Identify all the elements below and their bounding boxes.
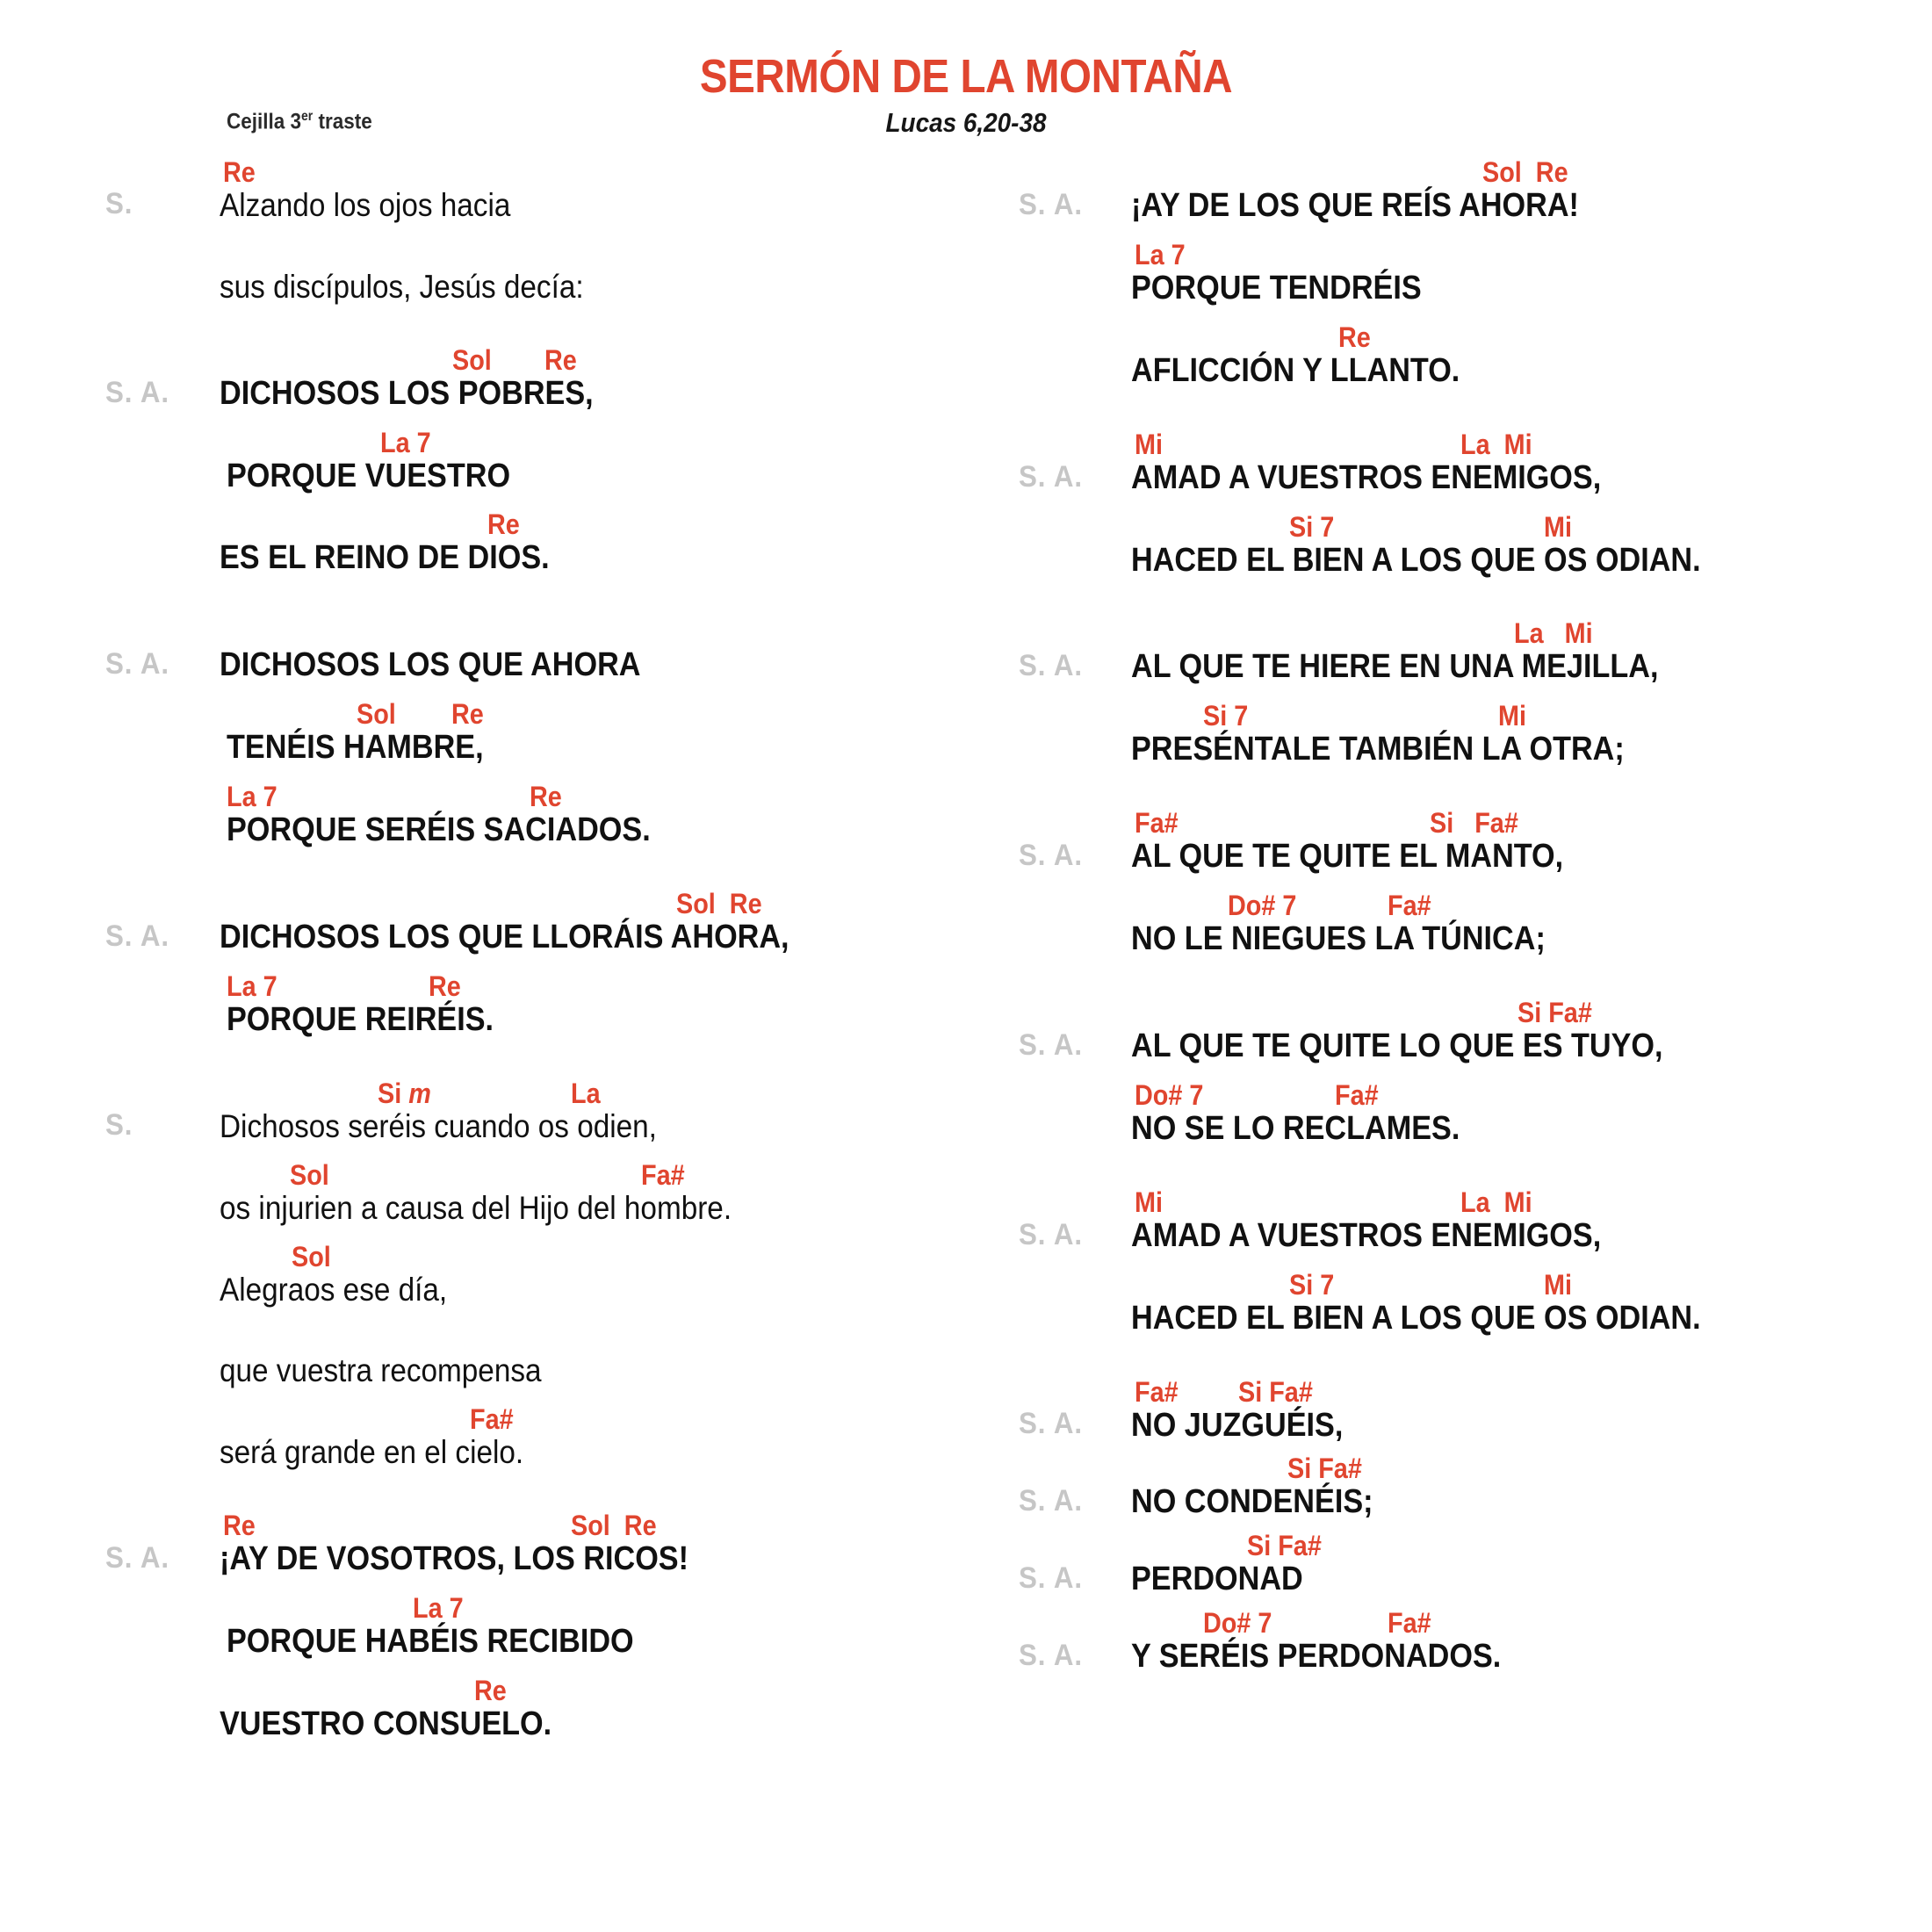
stanza	[1019, 994, 1932, 1147]
lyric-text: ¡AY DE VOSOTROS, LOS RICOS!	[220, 1540, 688, 1578]
chord-label: Si 7	[1203, 700, 1249, 732]
stanza	[105, 342, 984, 577]
lyric-line	[1019, 508, 1932, 579]
lyric-block	[1131, 1077, 1932, 1147]
lyric-block	[1131, 426, 1932, 496]
lyric-line	[1019, 994, 1932, 1064]
chord-label: Sol Re	[1482, 156, 1568, 188]
part-label: S. A.	[1019, 1217, 1083, 1251]
chord-row	[220, 154, 984, 189]
chord-label: Mi	[1135, 1186, 1163, 1218]
left-column	[0, 154, 984, 1779]
part-label	[105, 492, 211, 494]
chord-row	[1131, 804, 1932, 840]
lyric-block	[220, 1401, 984, 1470]
part-label	[105, 764, 211, 766]
lyric-text: PORQUE SERÉIS SACIADOS.	[227, 811, 651, 849]
stanza	[1019, 1184, 1932, 1337]
chord-label: Sol	[290, 1158, 329, 1191]
part-label	[105, 303, 211, 305]
stanza	[105, 885, 984, 1038]
lyric-block	[227, 778, 984, 848]
chord-label: Fa#	[1135, 807, 1179, 840]
lyric-line	[105, 1507, 984, 1577]
part-label	[105, 1036, 211, 1038]
lyric-text: Alegraos ese día,	[220, 1271, 448, 1308]
lyric-text: PORQUE REIRÉIS.	[227, 1000, 494, 1038]
right-column	[984, 154, 1932, 1682]
lyric-line	[1019, 319, 1932, 389]
part-label: S. A.	[105, 375, 169, 409]
chord-label: La 7	[380, 426, 431, 458]
lyric-text: AMAD A VUESTROS ENEMIGOS,	[1131, 1216, 1602, 1254]
chord-label: La 7	[413, 1591, 464, 1624]
chord-row	[1131, 426, 1932, 461]
chord-row	[1131, 615, 1932, 650]
lyric-text: NO CONDENÉIS;	[1131, 1483, 1373, 1521]
lyric-text: DICHOSOS LOS QUE AHORA	[220, 646, 641, 684]
stanza	[105, 1075, 984, 1470]
part-label	[105, 1741, 211, 1742]
stanza	[1019, 1450, 1932, 1520]
part-label: S. A.	[1019, 1407, 1083, 1441]
part-label	[105, 1387, 211, 1388]
part-label	[1019, 1145, 1122, 1147]
lyric-block	[1131, 1184, 1932, 1254]
lyric-line	[105, 235, 984, 305]
part-label	[1019, 576, 1122, 578]
lyric-text: VUESTRO CONSUELO.	[220, 1705, 552, 1742]
lyrics-columns	[0, 154, 1932, 1779]
part-label	[105, 1305, 211, 1307]
lyric-block	[1131, 508, 1932, 579]
chord-row	[227, 696, 984, 731]
lyric-text: DICHOSOS LOS QUE LLORÁIS AHORA,	[220, 919, 789, 956]
lyric-text: PORQUE HABÉIS RECIBIDO	[227, 1622, 634, 1660]
chord-row	[220, 342, 984, 377]
lyric-text: NO SE LO RECLAMES.	[1131, 1109, 1460, 1147]
lyric-line	[1019, 804, 1932, 875]
lyric-text: que vuestra recompensa	[220, 1352, 542, 1389]
lyric-block	[220, 1319, 984, 1388]
chord-label: Si 7	[1289, 1268, 1335, 1301]
lyric-text: AFLICCIÓN Y LLANTO.	[1131, 351, 1460, 389]
chord-row	[1131, 319, 1932, 354]
chord-row	[227, 778, 984, 813]
chord-label: Re	[487, 508, 520, 541]
chord-row	[220, 506, 984, 541]
chord-row	[227, 424, 984, 459]
lyric-block	[227, 968, 984, 1038]
chord-label: Re	[530, 781, 562, 813]
part-label: S. A.	[1019, 459, 1083, 494]
chord-label: Re	[429, 970, 461, 1002]
part-label: S. A.	[1019, 1639, 1083, 1673]
chord-label: Fa#	[1388, 890, 1431, 922]
chord-row	[220, 1075, 984, 1110]
chord-row	[220, 235, 984, 270]
capo-prefix: Cejilla 3	[227, 109, 302, 134]
lyric-text: sus discípulos, Jesús decía:	[220, 268, 584, 305]
lyric-line	[105, 342, 984, 412]
lyric-line	[105, 1075, 984, 1144]
stanza	[1019, 804, 1932, 957]
stanza	[1019, 154, 1932, 389]
chord-row	[220, 885, 984, 920]
chord-label: Re	[544, 343, 577, 376]
lyric-line	[1019, 1450, 1932, 1520]
lyric-line	[1019, 615, 1932, 685]
chord-label: Sol	[452, 343, 492, 376]
lyric-text: Dichosos seréis cuando os odien,	[220, 1107, 657, 1144]
part-label	[1019, 1335, 1122, 1337]
chord-row	[220, 1672, 984, 1707]
part-label: S. A.	[1019, 1561, 1083, 1596]
lyric-text: ¡AY DE LOS QUE REÍS AHORA!	[1131, 187, 1579, 224]
lyric-text: AL QUE TE HIERE EN UNA MEJILLA,	[1131, 648, 1659, 686]
lyric-block	[220, 1238, 984, 1308]
lyric-text: NO LE NIEGUES LA TÚNICA;	[1131, 920, 1546, 958]
chord-row	[220, 613, 984, 648]
part-label: S.	[105, 186, 133, 220]
lyric-block	[220, 1507, 984, 1577]
lyric-line	[105, 696, 984, 766]
chord-row	[1131, 1266, 1932, 1301]
chord-label: Fa#	[641, 1158, 685, 1191]
part-label: S. A.	[1019, 187, 1083, 221]
lyric-block	[1131, 697, 1932, 768]
lyric-text: AL QUE TE QUITE EL MANTO,	[1131, 838, 1564, 876]
stanza	[1019, 615, 1932, 768]
capo-ordinal-suffix: er	[301, 109, 314, 124]
chord-row	[1131, 1184, 1932, 1219]
chord-row	[1131, 887, 1932, 922]
lyric-line	[1019, 1527, 1932, 1597]
chord-label: Re	[474, 1674, 507, 1706]
lyric-block	[1131, 236, 1932, 306]
lyric-text: NO JUZGUÉIS,	[1131, 1406, 1344, 1444]
chord-label: Si Fa#	[1247, 1530, 1322, 1562]
part-label	[105, 574, 211, 576]
lyric-line	[105, 1590, 984, 1660]
lyric-text: PERDONAD	[1131, 1561, 1303, 1598]
chord-label: Re	[223, 1510, 256, 1542]
part-label	[105, 1224, 211, 1226]
lyric-line	[105, 424, 984, 494]
chord-label: Mi	[1135, 428, 1163, 460]
part-label: S. A.	[1019, 649, 1083, 683]
lyric-block	[1131, 887, 1932, 957]
lyric-block	[1131, 1450, 1932, 1520]
stanza	[105, 154, 984, 305]
lyric-line	[105, 1319, 984, 1388]
chord-label: Si Fa#	[1287, 1453, 1362, 1485]
chord-label: Si Fa#	[1238, 1375, 1313, 1408]
chord-row	[220, 1238, 984, 1273]
part-label	[105, 1658, 211, 1660]
lyric-line	[105, 1157, 984, 1226]
stanza	[1019, 1604, 1932, 1675]
lyric-text: PORQUE TENDRÉIS	[1131, 269, 1422, 306]
lyric-block	[1131, 319, 1932, 389]
lyric-line	[1019, 1077, 1932, 1147]
chord-label: La	[571, 1077, 601, 1109]
chord-label: Mi	[1544, 1268, 1572, 1301]
chord-label: Sol	[357, 698, 396, 731]
lyric-line	[1019, 1604, 1932, 1675]
chord-row	[1131, 994, 1932, 1029]
chord-label: Sol	[292, 1240, 331, 1272]
chord-label: La Mi	[1460, 1186, 1532, 1218]
lyric-block	[1131, 994, 1932, 1064]
chord-row	[1131, 697, 1932, 732]
lyric-line	[105, 506, 984, 576]
chord-row	[220, 1157, 984, 1192]
stanza	[1019, 426, 1932, 579]
lyric-block	[227, 424, 984, 494]
lyric-block	[1131, 154, 1932, 224]
lyric-line	[105, 1401, 984, 1470]
lyric-block	[1131, 804, 1932, 875]
lyric-line	[105, 154, 984, 223]
lyric-line	[105, 1672, 984, 1742]
lyric-line	[105, 778, 984, 848]
chord-label: La 7	[227, 970, 278, 1002]
part-label: S. A.	[105, 919, 169, 953]
lyric-block	[220, 235, 984, 305]
lyric-line	[105, 1238, 984, 1308]
lyric-block	[1131, 1373, 1932, 1444]
part-label	[1019, 387, 1122, 389]
chord-label: Do# 7	[1135, 1078, 1204, 1111]
lyric-line	[1019, 236, 1932, 306]
scripture-reference: Lucas 6,20-38	[885, 107, 1047, 138]
lyric-line	[1019, 1266, 1932, 1337]
part-label	[1019, 305, 1122, 306]
lyric-text: DICHOSOS LOS POBRES,	[220, 374, 594, 412]
chord-row	[1131, 1077, 1932, 1112]
chord-label: Fa#	[1388, 1607, 1431, 1640]
chord-label: Fa#	[1135, 1375, 1179, 1408]
lyric-line	[1019, 154, 1932, 224]
lyric-block	[220, 1157, 984, 1226]
lyric-block	[220, 154, 984, 223]
chord-minor-marker: m	[408, 1077, 431, 1109]
lyric-line	[1019, 1373, 1932, 1444]
capo-note	[227, 109, 372, 134]
lyric-text: Alzando los ojos hacia	[220, 187, 511, 223]
chord-label: Sol Re	[676, 888, 762, 920]
lyric-block	[1131, 615, 1932, 685]
lyric-text: HACED EL BIEN A LOS QUE OS ODIAN.	[1131, 541, 1701, 579]
part-label: S. A.	[105, 1540, 169, 1575]
chord-label: Fa#	[1335, 1078, 1379, 1111]
part-label: S. A.	[1019, 1484, 1083, 1518]
chord-row	[1131, 1604, 1932, 1640]
part-label	[105, 847, 211, 848]
part-label: S.	[105, 1107, 133, 1142]
chord-row	[220, 1507, 984, 1542]
chord-label: Re	[451, 698, 484, 731]
chord-label: La 7	[1135, 238, 1186, 270]
stanza	[1019, 1373, 1932, 1444]
lyric-line	[1019, 1184, 1932, 1254]
lyric-text: Y SERÉIS PERDONADOS.	[1131, 1638, 1502, 1676]
lyric-block	[1131, 1604, 1932, 1675]
chord-row	[1131, 1450, 1932, 1485]
lyric-text: ES EL REINO DE DIOS.	[220, 539, 550, 577]
part-label: S. A.	[1019, 839, 1083, 873]
lyric-line	[105, 613, 984, 683]
stanza	[1019, 1527, 1932, 1597]
chord-label: Do# 7	[1203, 1607, 1272, 1640]
lyric-text: AMAD A VUESTROS ENEMIGOS,	[1131, 458, 1602, 496]
chord-label: Re	[223, 156, 256, 188]
lyric-block	[220, 885, 984, 955]
part-label: S. A.	[105, 647, 169, 681]
lyric-text: PORQUE VUESTRO	[227, 457, 511, 494]
lyric-block	[220, 342, 984, 412]
capo-suffix: traste	[313, 109, 372, 134]
lyric-block	[220, 1672, 984, 1742]
chord-row	[1131, 154, 1932, 189]
lyric-text: TENÉIS HAMBRE,	[227, 729, 484, 767]
lyric-text: PRESÉNTALE TAMBIÉN LA OTRA;	[1131, 731, 1625, 768]
part-label	[1019, 955, 1122, 957]
lyric-line	[1019, 887, 1932, 957]
chord-row	[1131, 1373, 1932, 1409]
chord-label: Si 7	[1289, 510, 1335, 543]
part-label	[1019, 766, 1122, 768]
lyric-text: será grande en el cielo.	[220, 1434, 524, 1471]
chord-row	[1131, 236, 1932, 271]
chord-label: Fa#	[470, 1403, 514, 1436]
lyric-block	[227, 1590, 984, 1660]
chord-row	[227, 1590, 984, 1625]
chord-label: Si Fa#	[1517, 997, 1592, 1029]
chord-row	[220, 1319, 984, 1354]
stanza	[105, 1507, 984, 1742]
chord-label: Do# 7	[1228, 890, 1297, 922]
chord-row	[220, 1401, 984, 1436]
chord-label: Re	[1338, 321, 1371, 353]
lyric-block	[220, 506, 984, 576]
chord-row	[1131, 508, 1932, 544]
lyric-block	[227, 696, 984, 766]
lyric-line	[105, 968, 984, 1038]
lyric-block	[1131, 1527, 1932, 1597]
chord-label: Sol Re	[571, 1510, 657, 1542]
lyric-block	[220, 1075, 984, 1144]
chord-label: La Mi	[1514, 617, 1593, 650]
chord-row	[1131, 1527, 1932, 1562]
lyric-block	[220, 613, 984, 683]
lyric-text: HACED EL BIEN A LOS QUE OS ODIAN.	[1131, 1299, 1701, 1337]
lyric-text: os injurien a causa del Hijo del hombre.	[220, 1189, 732, 1226]
chord-label: La Mi	[1460, 428, 1532, 460]
stanza	[105, 613, 984, 848]
chord-label: Mi	[1498, 700, 1526, 732]
sheet-header	[0, 0, 1932, 154]
chord-label: La 7	[227, 781, 278, 813]
lyric-line	[105, 885, 984, 955]
part-label: S. A.	[1019, 1027, 1083, 1062]
part-label	[105, 1468, 211, 1470]
chord-row	[227, 968, 984, 1003]
chord-label: Mi	[1544, 510, 1572, 543]
chord-label: Si m	[378, 1077, 431, 1109]
lyric-text: AL QUE TE QUITE LO QUE ES TUYO,	[1131, 1027, 1663, 1065]
lyric-line	[1019, 697, 1932, 768]
page-title: SERMÓN DE LA MONTAÑA	[699, 50, 1233, 103]
lyric-line	[1019, 426, 1932, 496]
lyric-block	[1131, 1266, 1932, 1337]
chord-label: Si Fa#	[1430, 807, 1518, 840]
